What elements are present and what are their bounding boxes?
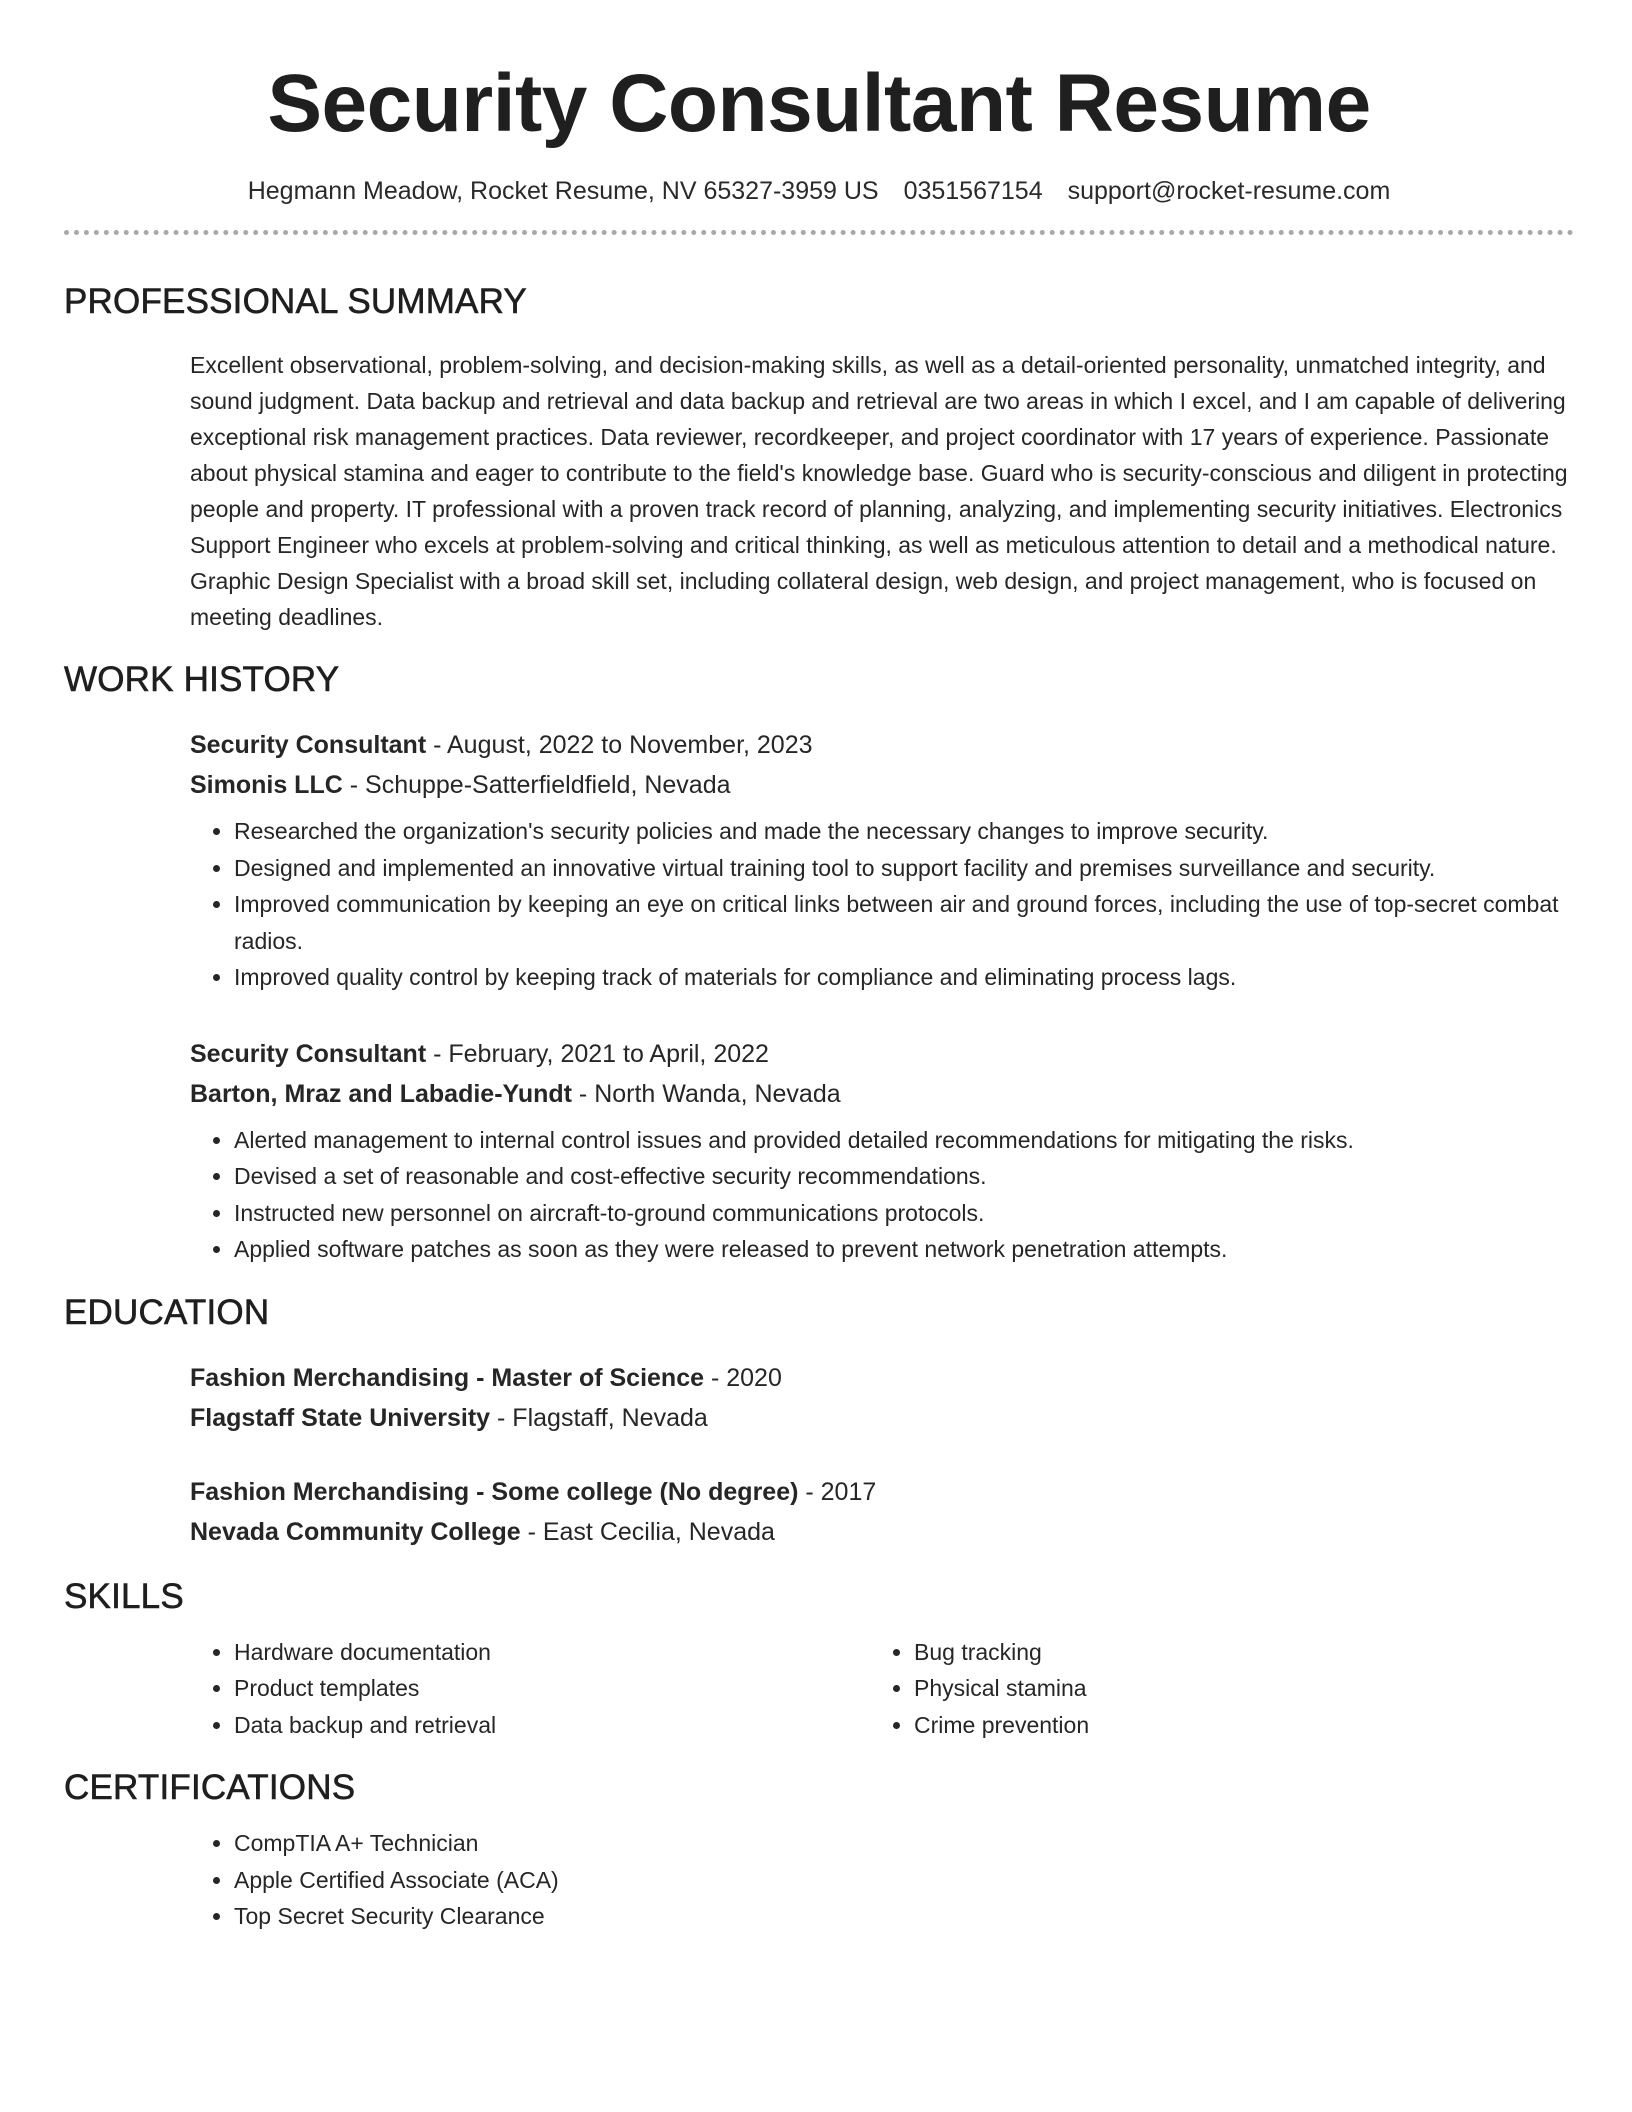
contact-address: Hegmann Meadow, Rocket Resume, NV 65327-3959 US [247, 177, 879, 205]
skills-heading: SKILLS [64, 1576, 184, 1616]
job-bullet: • Improved communication by keeping an eye on critical links between air and ground forces, including the use of top-secret combat radios. [234, 886, 1574, 959]
job-title-line [190, 725, 1574, 765]
contact-email: support@rocket-resume.com [1067, 177, 1391, 205]
education-section [64, 1292, 1574, 1552]
job-company-line [190, 765, 1574, 805]
skills-grid [190, 1634, 1574, 1744]
skill-item: • Data backup and retrieval [234, 1707, 870, 1744]
education-school-line [190, 1398, 1574, 1438]
skills-section [64, 1576, 1574, 1744]
certification-item: • Apple Certified Associate (ACA) [234, 1862, 1574, 1899]
education-year: - 2020 [704, 1363, 782, 1392]
job-title: Security Consultant [190, 1039, 427, 1068]
education-degree-line [190, 1472, 1574, 1512]
job-bullet: • Improved quality control by keeping track of materials for compliance and eliminating process lags. [234, 959, 1574, 996]
skill-item: • Crime prevention [914, 1707, 1574, 1744]
job-entry [190, 1034, 1574, 1268]
job-title-line [190, 1034, 1574, 1074]
certification-item: • Top Secret Security Clearance [234, 1898, 1574, 1935]
job-bullet: • Alerted management to internal control issues and provided detailed recommendations for mitigating the risks. [234, 1122, 1574, 1159]
job-dates: - February, 2021 to April, 2022 [426, 1039, 769, 1068]
education-entry [190, 1472, 1574, 1552]
certification-item: • CompTIA A+ Technician [234, 1825, 1574, 1862]
education-degree: Fashion Merchandising - Master of Science [190, 1363, 705, 1392]
skills-column-left [190, 1634, 870, 1744]
job-bullet: • Applied software patches as soon as they were released to prevent network penetration attempts. [234, 1231, 1574, 1268]
education-year: - 2017 [798, 1477, 877, 1506]
education-degree: Fashion Merchandising - Some college (No degree) [190, 1477, 799, 1506]
skill-item: • Bug tracking [914, 1634, 1574, 1671]
education-location: - East Cecilia, Nevada [520, 1517, 775, 1546]
job-bullet: • Devised a set of reasonable and cost-effective security recommendations. [234, 1158, 1574, 1195]
summary-text: Excellent observational, problem-solving, and decision-making skills, as well as a detail-oriented personality, unmatched integrity, and sound judgment. Data backup and retrieval and data backup and retrieval are two areas in which I excel, and I am capable of delivering exceptional risk management practices. Data reviewer, recordkeeper, and project coordinator with 17 years of experience. Passionate about physical stamina and eager to contribute to the field's knowledge base. Guard who is security-conscious and diligent in protecting people and property. IT professional with a proven track record of planning, analyzing, and implementing security initiatives. Electronics Support Engineer who excels at problem-solving and critical thinking, as well as meticulous attention to detail and a methodical nature. Graphic Design Specialist with a broad skill set, including collateral design, web design, and project management, who is focused on meeting deadlines. [190, 352, 1568, 630]
certifications-list [190, 1825, 1574, 1935]
education-heading: EDUCATION [64, 1292, 270, 1332]
education-school: Nevada Community College [190, 1517, 521, 1546]
education-degree-line [190, 1358, 1574, 1398]
summary-heading: PROFESSIONAL SUMMARY [64, 282, 527, 321]
job-title: Security Consultant [190, 731, 427, 759]
contact-phone: 0351567154 [903, 177, 1043, 205]
certifications-heading: CERTIFICATIONS [64, 1768, 356, 1807]
job-bullet: • Researched the organization's security policies and made the necessary changes to improve security. [234, 813, 1574, 850]
header-divider [64, 230, 1574, 235]
contact-line [64, 176, 1574, 206]
education-school: Flagstaff State University [190, 1403, 491, 1432]
job-bullet: • Instructed new personnel on aircraft-to-ground communications protocols. [234, 1195, 1574, 1232]
job-bullet: • Designed and implemented an innovative virtual training tool to support facility and premises surveillance and security. [234, 850, 1574, 887]
job-bullets [190, 813, 1574, 996]
skill-item: • Physical stamina [914, 1670, 1574, 1707]
job-entry [190, 725, 1574, 996]
certifications-section [64, 1767, 1574, 1935]
education-location: - Flagstaff, Nevada [490, 1403, 708, 1432]
job-company: Simonis LLC [190, 771, 343, 799]
skills-column-right [870, 1634, 1574, 1744]
resume-page [64, 0, 1574, 1935]
education-school-line [190, 1512, 1574, 1552]
job-company-line [190, 1074, 1574, 1114]
skill-item: • Hardware documentation [234, 1634, 870, 1671]
work-history-section [64, 659, 1574, 1268]
certifications-body [190, 1825, 1574, 1935]
job-location: - North Wanda, Nevada [571, 1079, 841, 1108]
skills-list-right [870, 1634, 1574, 1744]
job-dates: - August, 2022 to November, 2023 [426, 731, 813, 759]
job-bullets [190, 1122, 1574, 1268]
summary-section [64, 281, 1574, 635]
job-location: - Schuppe-Satterfieldfield, Nevada [342, 771, 731, 799]
job-company: Barton, Mraz and Labadie-Yundt [190, 1079, 572, 1108]
skill-item: • Product templates [234, 1670, 870, 1707]
work-history-heading: WORK HISTORY [64, 660, 340, 699]
resume-title: Security Consultant Resume [267, 58, 1371, 149]
skills-list-left [190, 1634, 870, 1744]
education-entry [190, 1358, 1574, 1438]
